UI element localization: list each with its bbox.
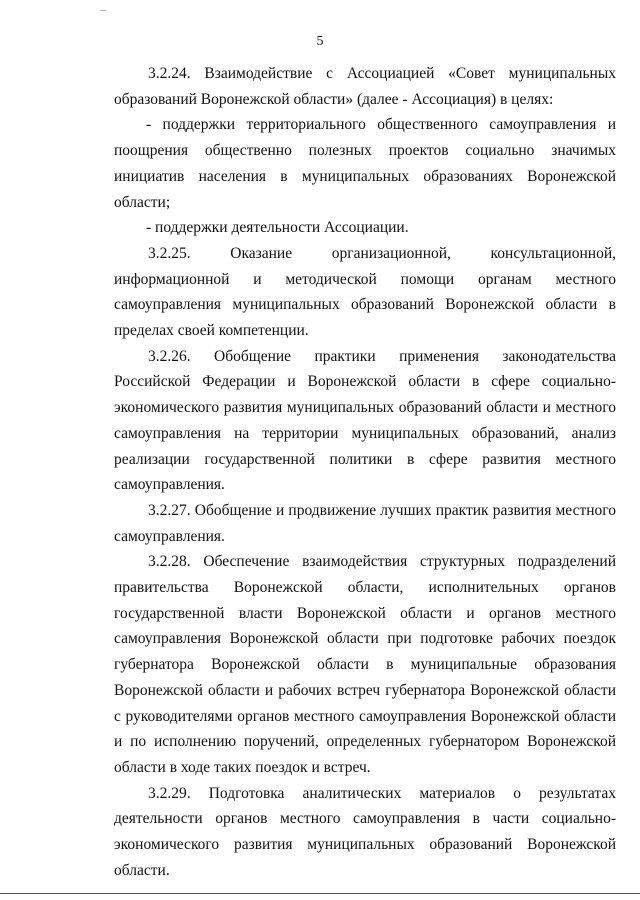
list-item-support-tos: - поддержки территориального общественного самоуправления и поощрения общественно полезных проектов социально значимых инициатив населения в муниципальных образованиях Воронежской области;	[114, 116, 616, 211]
list-item-support-association: - поддержки деятельности Ассоциации.	[146, 219, 409, 237]
scan-mark	[100, 10, 106, 11]
bottom-rule	[0, 893, 640, 894]
document-body	[114, 61, 616, 884]
paragraph-3-2-26: 3.2.26. Обобщение практики применения законодательства Российской Федерации и Воронежской области в сфере социально-экономического развития муниципальных образований области и местного самоуправления на территории муниципальных образований, анализ реализации государственной политики в сфере развития местного самоуправления.	[114, 347, 616, 494]
paragraph-3-2-24: 3.2.24. Взаимодействие с Ассоциацией «Совет муниципальных образований Воронежской области» (далее - Ассоциация) в целях:	[114, 65, 616, 108]
paragraph-3-2-29: 3.2.29. Подготовка аналитических материалов о результатах деятельности органов местного самоуправления в части социально-экономического развития муниципальных образований Воронежской области.	[114, 784, 616, 879]
paragraph-3-2-27: 3.2.27. Обобщение и продвижение лучших практик развития местного самоуправления.	[114, 501, 616, 545]
page-number: 5	[316, 34, 324, 49]
paragraph-3-2-25: 3.2.25. Оказание организационной, консультационной, информационной и методической помощи органам местного самоуправления муниципальных образований Воронежской области в пределах своей компетенции.	[114, 244, 616, 340]
paragraph-3-2-28: 3.2.28. Обеспечение взаимодействия структурных подразделений правительства Воронежской области, исполнительных органов государственной власти Воронежской области и органов местного самоуправления Воронежской области при подготовке рабочих поездок губернатора Воронежской области в муниципальные образования Воронежской области и рабочих встреч губернатора Воронежской области с руководителями органов местного самоуправления Воронежской области и по исполнению поручений, определенных губернатором Воронежской области в ходе таких поездок и встреч.	[114, 553, 616, 776]
